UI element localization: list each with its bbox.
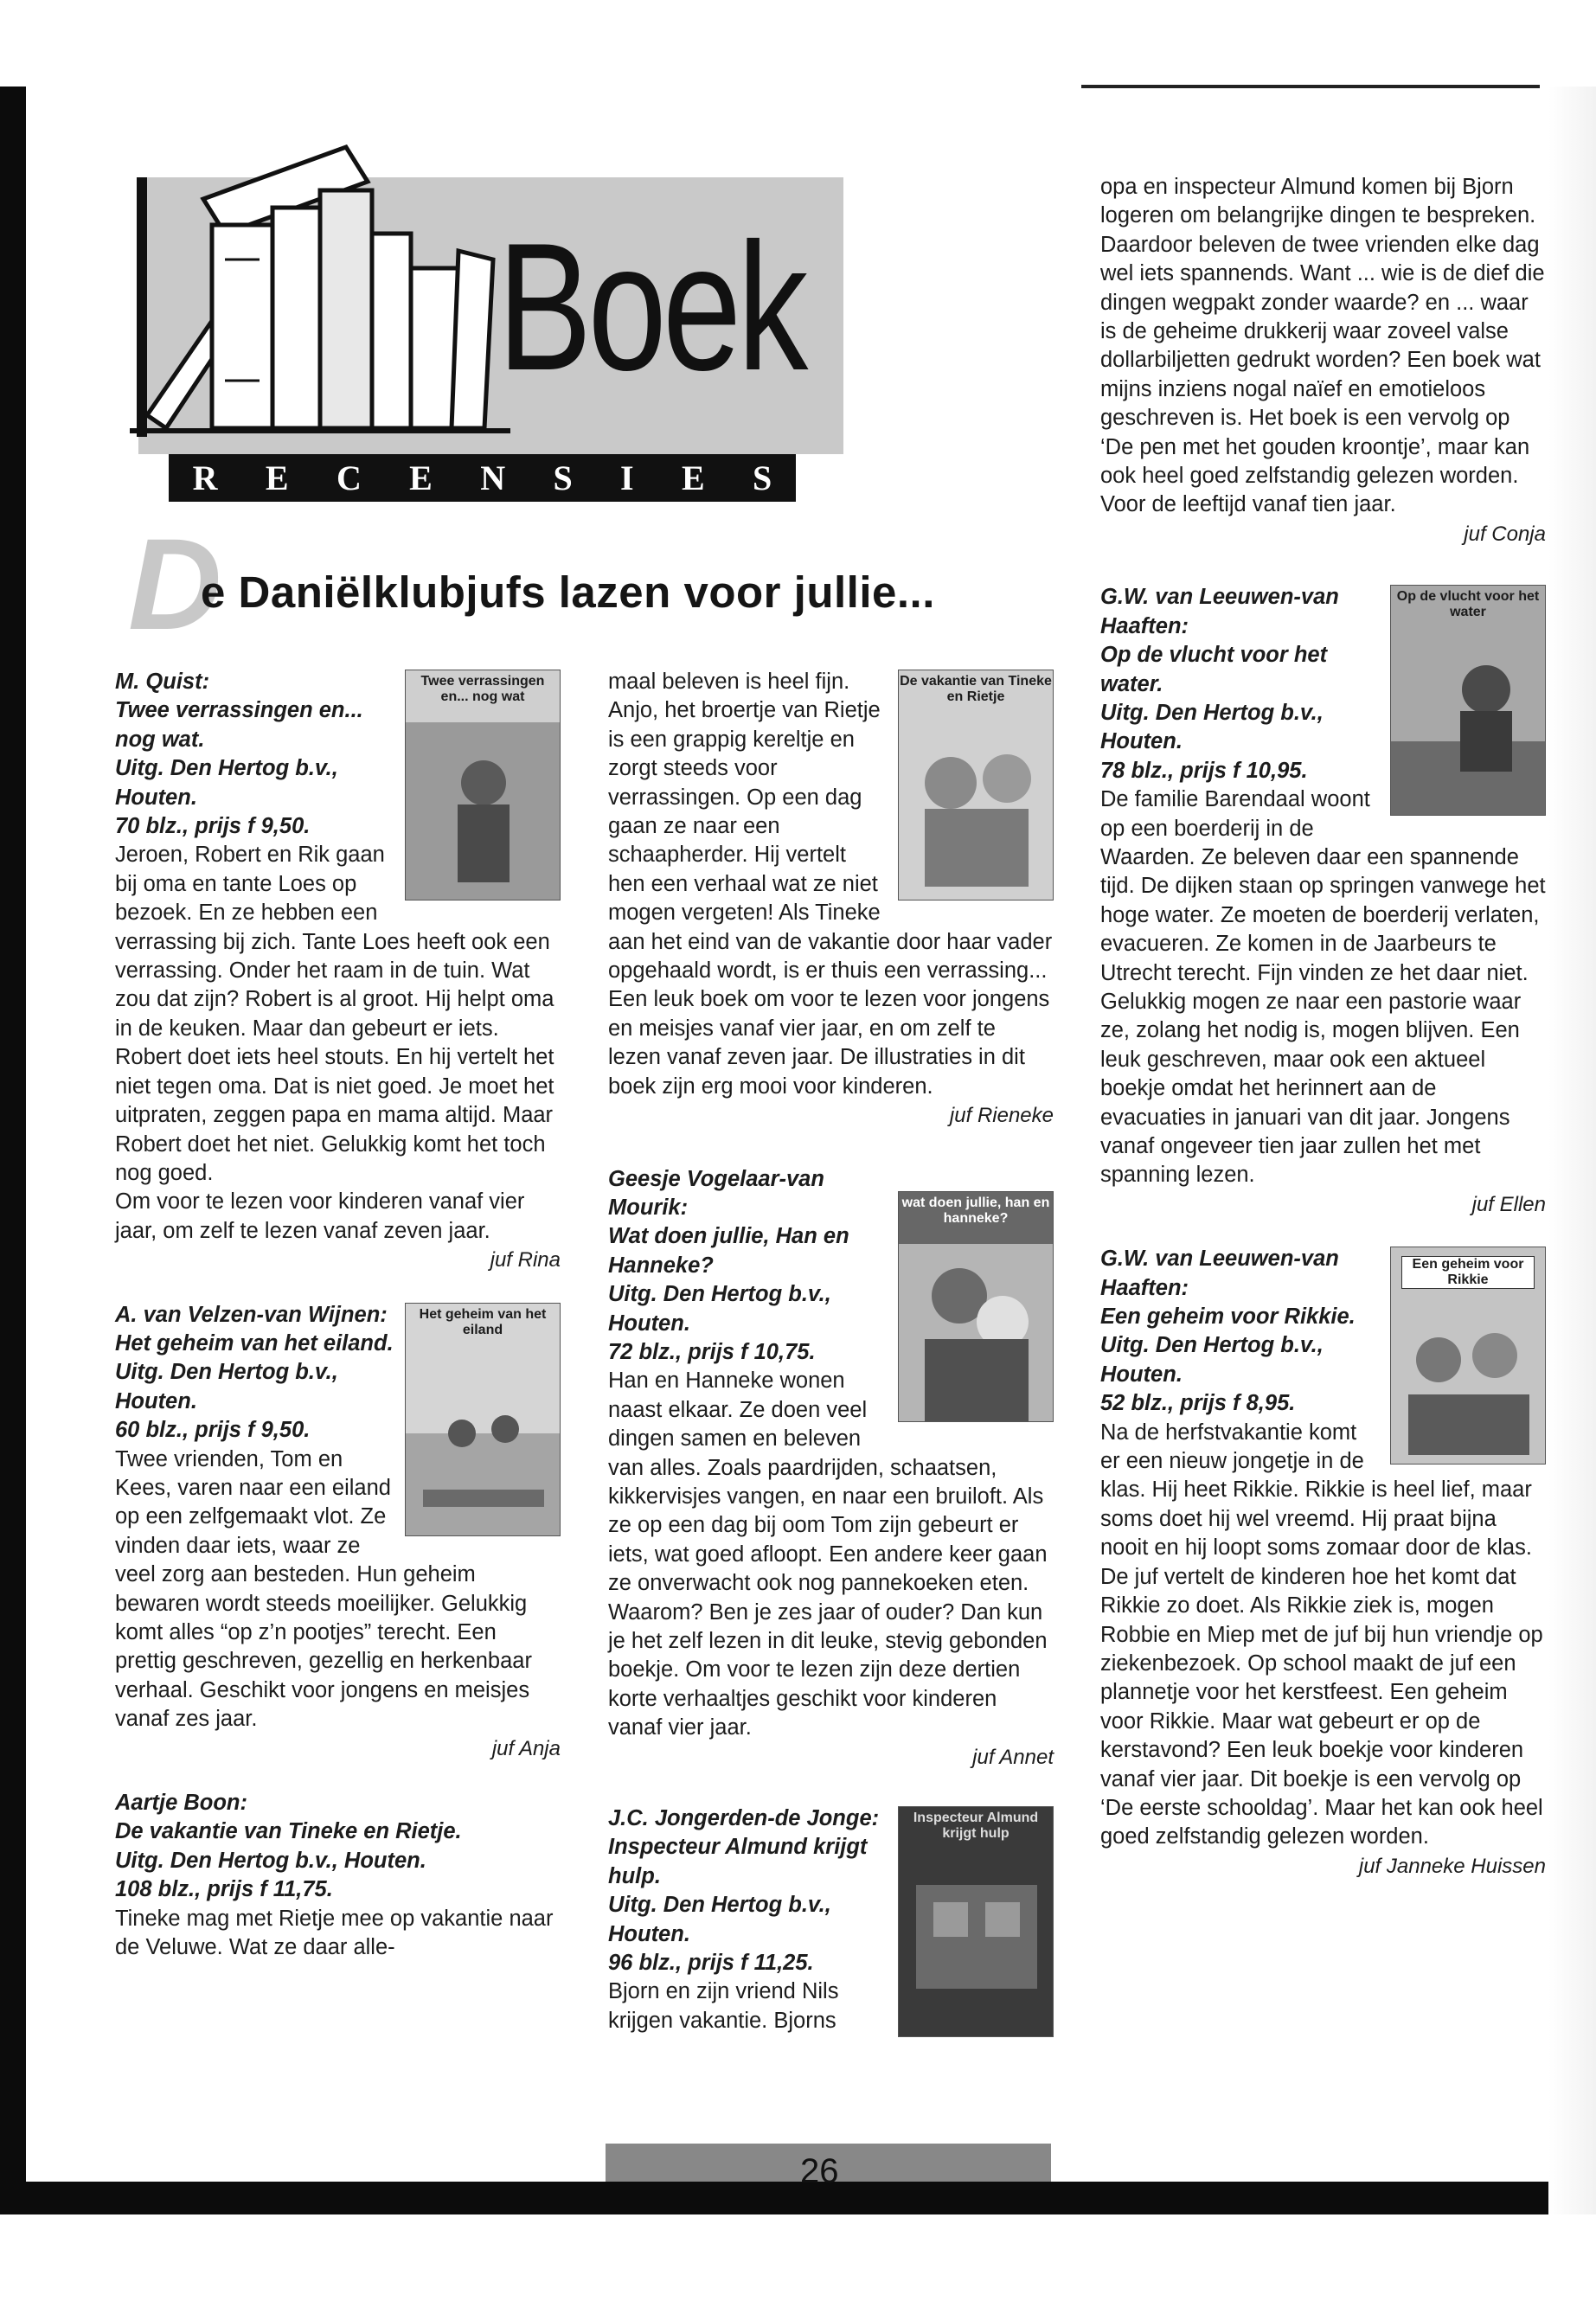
review-text: opa en inspecteur Almund komen bij Bjorn logeren om belangrijke dingen te bespreken. Daardoor beleven de twee vrienden elke dag wel iets spannends. Want ... wie is de dief die dingen wegpakt zonder waarde? en ... waar is de geheime drukkerij waar zoveel valse dollarbiljetten gedrukt worden? Een boek wat mijns inziens nogal naïef en emotieloos geschreven is. Het boek is een vervolg op ‘De pen met het gouden kroontje’, maar kan ook heel goed zelfstandig gelezen worden. Voor de leeftijd vanaf tien jaar.: [1100, 175, 1545, 517]
review-title: Op de vlucht voor het water.: [1100, 643, 1328, 696]
review-pages-price: 60 blz., prijs f 9,50.: [115, 1418, 311, 1443]
recensies-letter: S: [553, 458, 573, 497]
review-author: A. van Velzen-van Wijnen:: [115, 1302, 388, 1327]
review-author: Geesje Vogelaar-van Mourik:: [608, 1166, 824, 1220]
scan-edge: [1548, 87, 1596, 2214]
review-text: Na de herfstvakantie komt er een nieuw jongetje in de klas. Hij heet Rikkie. Rikkie is heel lief, maar soms doet hij wel vreemd. Hij praat bijna nooit en hij loopt soms zomaar door de klas. De juf vertelt de kinderen hoe het komt dat Rikkie zo doet. Als Rikkie ziek is, mogen Robbie en Miep met de juf bij hun vriendje op ziekenbezoek. Op school maakt de juf een plannetje voor het kerstfeest. Een geheim voor Rikkie. Maar wat gebeurt er op de kerstavond? Een leuk boekje voor kinderen vanaf vier jaar. Dit boekje is een vervolg op ‘De eerste schooldag’. Maar het kan ook heel goed zelfstandig gelezen worden.: [1100, 1420, 1543, 1849]
review-velzen: [115, 1301, 561, 1764]
boek-title: Boek: [497, 205, 804, 408]
column-1: [115, 668, 561, 1962]
books-illustration: [130, 130, 536, 458]
recensies-letter: N: [480, 458, 506, 497]
review-publisher: Uitg. Den Hertog b.v., Houten.: [115, 1848, 426, 1873]
review-boon-continued: [608, 668, 1054, 1131]
page-frame-left: [0, 87, 26, 2214]
review-text: Jeroen, Robert en Rik gaan bij oma en tante Loes op bezoek. En ze hebben een verrassing bij zich. Tante Loes heeft ook een verrassing. Onder het raam in de tuin. Wat zou dat zijn? Robert is al groot. Hij helpt oma in de keuken. Maar dan gebeurt er iets. Robert doet iets heel stouts. En hij vertelt het niet tegen oma. Dat is niet goed. Je moet het uitpraten, zeggen papa en mama altijd. Maar Robert doet het niet. Gelukkig komt het toch nog goed.: [115, 843, 554, 1185]
review-pages-price: 96 blz., prijs f 11,25.: [608, 1951, 814, 1976]
drop-cap: D: [128, 511, 222, 657]
recensies-letter: I: [620, 458, 634, 497]
page-frame-bottom: [0, 2182, 1596, 2214]
review-pages-price: 108 blz., prijs f 11,75.: [115, 1877, 333, 1902]
review-publisher: Uitg. Den Hertog b.v., Houten.: [1100, 700, 1324, 754]
review-title: Wat doen jullie, Han en Hanneke?: [608, 1224, 849, 1278]
review-leeuwen-vlucht: [1100, 583, 1546, 1219]
page-frame-topline: [1081, 85, 1540, 88]
review-pages-price: 78 blz., prijs f 10,95.: [1100, 758, 1308, 783]
review-text: Tineke mag met Rietje mee op vakantie naar de Veluwe. Wat ze daar alle-: [115, 1906, 554, 1960]
book-cover: [898, 670, 1054, 901]
cover-title: Op de vlucht voor het water: [1396, 589, 1540, 620]
review-author: M. Quist:: [115, 670, 210, 694]
review-pages-price: 72 blz., prijs f 10,75.: [608, 1339, 816, 1364]
review-text: Twee vrienden, Tom en Kees, varen naar een eiland op een zelfgemaakt vlot. Ze vinden daar iets, waar ze veel zorg aan besteden. Hun geheim bewaren wordt steeds moeilijker. Gelukkig komt alles “op z’n pootjes” terecht. Een prettig geschreven, gezellig en herkenbaar verhaal. Geschikt voor jongens en meisjes vanaf zes jaar.: [115, 1446, 532, 1732]
review-signature: juf Annet: [972, 1745, 1054, 1769]
review-title: Inspecteur Almund krijgt hulp.: [608, 1835, 868, 1888]
column-3: [1100, 173, 1546, 1881]
review-title: Een geheim voor Rikkie.: [1100, 1304, 1356, 1330]
cover-title: Twee verrassingen en... nog wat: [420, 674, 545, 704]
book-cover: [1390, 1247, 1546, 1465]
review-title: Het geheim van het eiland.: [115, 1330, 394, 1356]
review-text: Han en Hanneke wonen naast elkaar. Ze doen veel dingen samen en beleven van alles. Zoals paardrijden, schaatsen, kikkervisjes vangen, en naar een bruiloft. Als ze op een dag bij oom Tom zijn gebeurt er iets, wat goed afloopt. Een andere keer gaan ze onverwacht ook nog pannekoeken eten. Waarom? Ben je zes jaar of ouder? Dan kun je het zelf lezen in dit leuke, stevig gebonden boekje. Om voor te lezen zijn deze dertien korte verhaaltjes geschikt voor kinderen vanaf vier jaar.: [608, 1368, 1048, 1740]
recensies-bar: [169, 454, 796, 502]
book-cover: [405, 1303, 561, 1536]
review-author: Aartje Boon:: [115, 1791, 247, 1816]
book-cover: [405, 670, 561, 901]
recensies-letter: E: [265, 458, 289, 497]
review-signature: juf Ellen: [1471, 1192, 1546, 1216]
review-publisher: Uitg. Den Hertog b.v., Houten.: [115, 756, 338, 810]
recensies-letter: R: [192, 458, 218, 497]
book-cover: [1390, 585, 1546, 816]
recensies-letter: S: [752, 458, 772, 497]
review-leeuwen-rikkie: [1100, 1245, 1546, 1881]
review-text: Bjorn en zijn vriend Nils krijgen vakantie. Bjorns: [608, 1979, 839, 2033]
page-subtitle: e Daniëlklubjufs lazen voor jullie...: [201, 567, 935, 617]
review-vogelaar: [608, 1165, 1054, 1772]
review-pages-price: 52 blz., prijs f 8,95.: [1100, 1391, 1296, 1416]
book-cover: [898, 1191, 1054, 1422]
review-author: G.W. van Leeuwen-van Haaften:: [1100, 1247, 1339, 1300]
cover-title: De vakantie van Tineke en Rietje: [900, 674, 1052, 704]
review-author: G.W. van Leeuwen-van Haaften:: [1100, 585, 1339, 638]
review-author: J.C. Jongerden-de Jonge:: [608, 1806, 880, 1831]
review-jongerden-continued: [1100, 173, 1546, 548]
cover-title: Inspecteur Almund krijgt hulp: [913, 1811, 1039, 1842]
review-signature: juf Conja: [1464, 522, 1546, 546]
book-cover: [898, 1806, 1054, 2037]
cover-title: Een geheim voor Rikkie: [1401, 1256, 1535, 1289]
review-jongerden: [608, 1804, 1054, 2035]
review-publisher: Uitg. Den Hertog b.v., Houten.: [1100, 1333, 1324, 1387]
recensies-letter: C: [336, 458, 362, 497]
review-signature: juf Anja: [491, 1736, 561, 1760]
review-text: maal beleven is heel fijn. Anjo, het broertje van Rietje is een grappig kereltje en zorgt steeds voor verrassingen. Op een dag gaan ze naar een schaapherder. Hij vertelt hen een verhaal wat ze niet mogen vergeten! Als Tineke aan het eind van de vakantie door haar vader opgehaald wordt, is er thuis een verrassing... Een leuk boek om voor te lezen voor jongens en meisjes vanaf vier jaar, en om zelf te lezen vanaf zeven jaar. De illustraties in dit boek zijn erg mooi voor kinderen.: [608, 670, 1053, 1099]
review-publisher: Uitg. Den Hertog b.v., Houten.: [608, 1282, 831, 1336]
review-pages-price: 70 blz., prijs f 9,50.: [115, 814, 311, 839]
review-signature: juf Janneke Huissen: [1358, 1854, 1546, 1878]
cover-title: Het geheim van het eiland: [419, 1306, 547, 1337]
review-boon: [115, 1789, 561, 1962]
review-text: Om voor te lezen voor kinderen vanaf vier jaar, om zelf te lezen vanaf zeven jaar.: [115, 1189, 525, 1243]
cover-illustration: [406, 1304, 560, 1535]
review-signature: juf Rieneke: [949, 1104, 1054, 1128]
review-quist: [115, 668, 561, 1275]
review-title: De vakantie van Tineke en Rietje.: [115, 1819, 462, 1844]
page-number: 26: [800, 2152, 839, 2190]
cover-title: wat doen jullie, han en hanneke?: [901, 1195, 1050, 1226]
review-publisher: Uitg. Den Hertog b.v., Houten.: [608, 1893, 831, 1946]
review-title: Twee verrassingen en... nog wat.: [115, 698, 363, 752]
review-publisher: Uitg. Den Hertog b.v., Houten.: [115, 1360, 338, 1413]
review-signature: juf Rina: [490, 1248, 561, 1272]
recensies-letter: E: [681, 458, 705, 497]
recensies-letter: E: [409, 458, 433, 497]
column-2: [608, 668, 1054, 2044]
review-text: De familie Barendaal woont op een boerderij in de Waarden. Ze beleven daar een spannende tijd. De dijken staan op springen vanwege het hoge water. Ze moeten de boerderij verlaten, evacueren. Ze komen in de Jaarbeurs te Utrecht terecht. Fijn vinden ze het daar niet. Gelukkig mogen ze naar een pastorie waar ze, zolang het nodig is, mogen blijven. Een leuk geschreven, maar ook een aktueel boekje omdat het herinnert aan de evacuaties in januari van dit jaar. Jongens vanaf ongeveer tien jaar zullen het met spanning lezen.: [1100, 787, 1546, 1188]
